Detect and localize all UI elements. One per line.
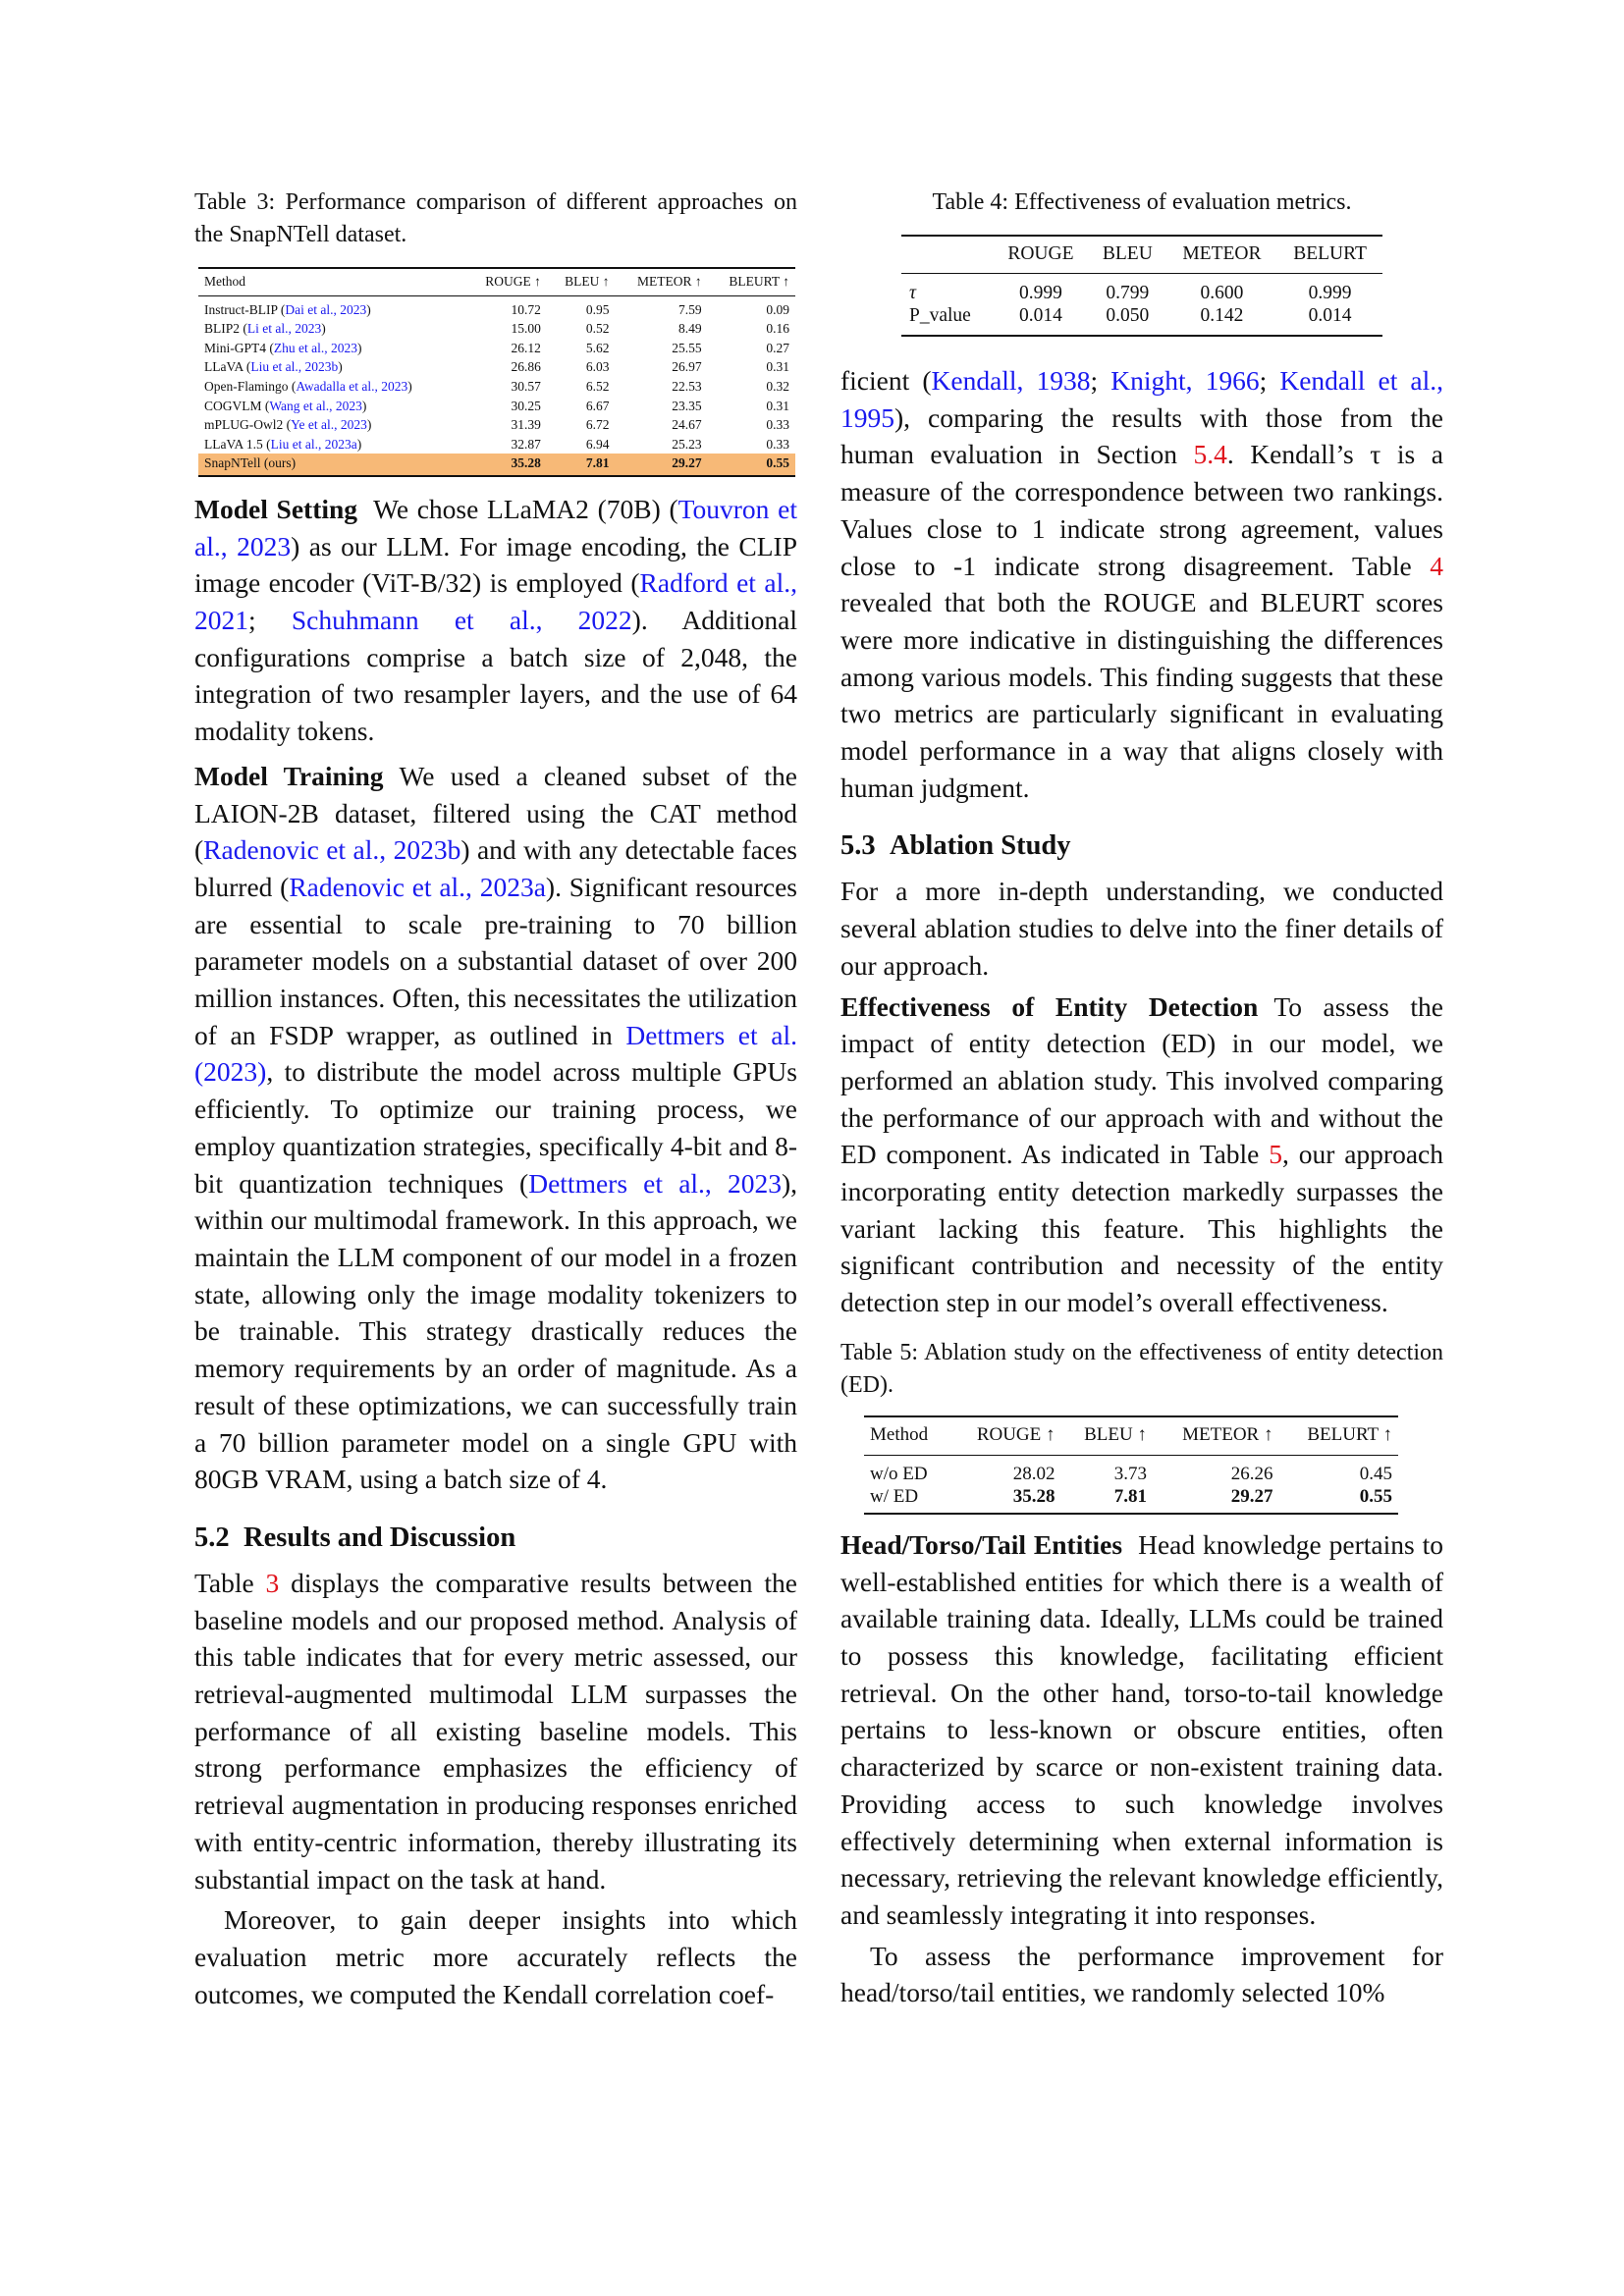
model-setting-paragraph: Model Setting We chose LLaMA2 (70B) (Touvron et al., 2023) as our LLM. For image encoding, the CLIP image encoder (ViT-B/32) is employed (Radford et al., 2021; Schuhmann et al., 2022). Additional configurations comprise a batch size of 2,048, the integration of two resampler layers, and the use of 64 modality tokens. [194, 493, 798, 747]
table4-header-row [901, 236, 1382, 274]
citation-link[interactable]: Kendall, 1938 [931, 365, 1091, 396]
citation-link[interactable]: Awadalla et al., 2023 [296, 378, 408, 394]
metric-value: 6.94 [585, 436, 610, 452]
metric-value: 30.57 [511, 378, 541, 394]
table5-header: BLEU ↑ [1061, 1416, 1153, 1456]
table-row [198, 454, 795, 476]
table5-header-row [864, 1416, 1398, 1456]
metric-value: 30.25 [511, 398, 541, 413]
citation-link[interactable]: Ye et al., 2023 [291, 417, 367, 433]
metric-value: 0.31 [766, 359, 789, 375]
metric-value: 26.86 [511, 359, 541, 375]
metric-value: 0.55 [708, 454, 795, 476]
table4-header: ROUGE [993, 236, 1089, 274]
table3-header: BLEU ↑ [547, 268, 616, 295]
citation-link[interactable]: Wang et al., 2023 [269, 398, 362, 413]
table-row: mPLUG-Owl2 (Ye et al., 2023) 31.39 6.72 24.67 0.33 [198, 415, 795, 435]
citation-link[interactable]: Liu et al., 2023a [270, 436, 357, 452]
left-column [194, 187, 797, 2012]
table3-header: ROUGE ↑ [465, 268, 547, 295]
metric-value: 0.52 [585, 321, 610, 337]
method-name: BLIP2 [204, 321, 241, 337]
head-torso-tail-paragraph: Head/Torso/Tail Entities Head knowledge pertains to well-established entities for which there is a wealth of available training data. Ideally, LLMs could be trained to possess this knowledge, facilitating efficient retrieval. On the other hand, torso-to-tail knowledge pertains to less-known or obscure entities, often characterized by scarce or non-existent training data. Providing access to such knowledge involves effectively determining when external information is necessary, retrieving the relevant knowledge efficiently, and seamlessly integrating it into responses. [840, 1528, 1443, 1930]
table4 [901, 235, 1382, 337]
section-heading-5-2: 5.2 Results and Discussion [194, 1522, 516, 1553]
metric-value: 25.23 [672, 436, 702, 452]
table-row: BLIP2 (Li et al., 2023) 15.00 0.52 8.49 0.16 [198, 319, 795, 339]
method-name: Open-Flamingo [204, 378, 289, 394]
citation-link[interactable]: Dettmers et al., 2023 [528, 1167, 782, 1199]
kendall-paragraph: ficient (Kendall, 1938; Knight, 1966; Kendall et al., 1995), comparing the results with those from the human evaluation in Section 5.4. Kendall’s τ is a measure of the correspondence between two rankings. Values close to 1 indicate strong agreement, values close to -1 indicate strong disagreement. Table 4 revealed that both the ROUGE and BLEURT scores were more indicative in distinguishing the differences among various models. This finding suggests that these two metrics are particularly significant in evaluating model performance in a way that aligns closely with human judgment. [840, 365, 1444, 803]
metric-value: 7.81 [547, 454, 616, 476]
metric-value: 6.52 [585, 378, 610, 394]
table3-header-row [198, 268, 795, 295]
model-training-paragraph: Model Training We used a cleaned subset of the LAION-2B dataset, filtered using the CAT method (Radenovic et al., 2023b) and with any detectable faces blurred (Radenovic et al., 2023a). Significant resources are essential to scale pre-training to 70 billion parameter models on a substantial dataset of over 200 million instances. Often, this necessitates the utilization of an FSDP wrapper, as outlined in Dettmers et al. (2023), to distribute the model across multiple GPUs efficiently. To optimize our training process, we employ quantization strategies, specifically 4-bit and 8-bit quantization techniques (Dettmers et al., 2023), within our multimodal framework. In this approach, we maintain the LLM component of our model in a frozen state, allowing only the image modality tokenizers to be trainable. This strategy drastically reduces the memory requirements by an order of magnitude. As a result of these optimizations, we can successfully train a 70 billion parameter model on a single GPU with 80GB VRAM, using a batch size of 4. [194, 760, 798, 1495]
table-row: Instruct-BLIP (Dai et al., 2023) 10.72 0.95 7.59 0.09 [198, 295, 795, 319]
table3-header: BLEURT ↑ [708, 268, 795, 295]
table5-header: BELURT ↑ [1278, 1416, 1398, 1456]
table3-caption: Table 3: Performance comparison of different approaches on the SnapNTell dataset. [194, 189, 797, 247]
metric-value: 7.59 [678, 301, 702, 317]
table-row: w/o ED 28.02 3.73 26.26 0.45 [870, 1463, 1392, 1484]
head-torso-tail-continuation: To assess the performance improvement for head/torso/tail entities, we randomly selected 10% [840, 1940, 1443, 2008]
table-row: w/ ED 35.28 7.81 29.27 0.55 [864, 1485, 1398, 1514]
table5-caption: Table 5: Ablation study on the effectiveness of entity detection (ED). [840, 1339, 1443, 1398]
method-name: Instruct-BLIP [204, 301, 278, 317]
table4-header: BLEU [1089, 236, 1166, 274]
citation-link[interactable]: Radford et al., 2021 [194, 567, 797, 636]
method-name: LLaVA [204, 359, 244, 375]
citation-link[interactable]: Radenovic et al., 2023a [289, 871, 546, 902]
table3-header: Method [198, 268, 465, 295]
table4-header: METEOR [1166, 236, 1277, 274]
table-row: COGVLM (Wang et al., 2023) 30.25 6.67 23.35 0.31 [198, 397, 795, 416]
metric-value: 8.49 [678, 321, 702, 337]
method-name: Mini-GPT4 [204, 340, 267, 355]
table3-header: METEOR ↑ [615, 268, 707, 295]
metric-value: 0.27 [766, 340, 789, 355]
metric-value: 15.00 [511, 321, 541, 337]
citation-link[interactable]: Liu et al., 2023b [250, 359, 339, 375]
metric-value: 32.87 [511, 436, 541, 452]
metric-value: 0.33 [766, 417, 789, 433]
table-ref-link[interactable]: 4 [1430, 550, 1443, 581]
citation-link[interactable]: Li et al., 2023 [246, 321, 322, 337]
ablation-intro-paragraph: For a more in-depth understanding, we conducted several ablation studies to delve into the finer details of our approach. [840, 876, 1443, 981]
metric-value: 0.09 [766, 301, 789, 317]
entity-detection-heading: Effectiveness of Entity Detection [840, 990, 1259, 1022]
metric-value: 0.16 [766, 321, 789, 337]
metric-value: 26.97 [672, 359, 702, 375]
table4-caption: Table 4: Effectiveness of evaluation metrics. [932, 189, 1352, 215]
method-name: SnapNTell (ours) [204, 455, 297, 471]
metric-value: 23.35 [672, 398, 702, 413]
metric-value: 25.55 [672, 340, 702, 355]
table4-header [901, 236, 993, 274]
table-row: Open-Flamingo (Awadalla et al., 2023) 30.57 6.52 22.53 0.32 [198, 377, 795, 397]
citation-link[interactable]: Knight, 1966 [1110, 365, 1260, 396]
metric-value: 29.27 [615, 454, 707, 476]
metric-value: 5.62 [585, 340, 610, 355]
citation-link[interactable]: Kendall et al., 1995 [840, 365, 1444, 433]
table-row: LLaVA 1.5 (Liu et al., 2023a) 32.87 6.94 25.23 0.33 [198, 435, 795, 454]
metric-value: 0.33 [766, 436, 789, 452]
metric-value: 31.39 [511, 417, 541, 433]
metric-value: 6.67 [585, 398, 610, 413]
table-row: LLaVA (Liu et al., 2023b) 26.86 6.03 26.97 0.31 [198, 357, 795, 377]
citation-link[interactable]: Zhu et al., 2023 [273, 340, 357, 355]
metric-value: 24.67 [672, 417, 702, 433]
citation-link[interactable]: Radenovic et al., 2023b [203, 834, 461, 866]
model-setting-heading: Model Setting [194, 493, 358, 524]
metric-value: 6.72 [585, 417, 610, 433]
table3 [198, 267, 795, 477]
table5 [864, 1415, 1398, 1515]
results-paragraph: Table 3 displays the comparative results between the baseline models and our proposed method. Analysis of this table indicates that for every metric assessed, our retrieval-augmented multimodal LLM surpasses the performance of all existing baseline models. This strong performance emphasizes the efficiency of retrieval augmentation in producing responses enriched with entity-centric information, thereby illustrating its substantial impact on the task at hand. [194, 1567, 797, 1895]
metric-value: 6.03 [585, 359, 610, 375]
method-name: LLaVA 1.5 [204, 436, 263, 452]
metric-value: 0.32 [766, 378, 789, 394]
table-row: Mini-GPT4 (Zhu et al., 2023) 26.12 5.62 25.55 0.27 [198, 339, 795, 358]
metric-value: 0.95 [585, 301, 610, 317]
head-torso-tail-heading: Head/Torso/Tail Entities [840, 1528, 1123, 1560]
kendall-intro-paragraph: Moreover, to gain deeper insights into which evaluation metric more accurately reflects the outcomes, we computed the Kendall correlation coef- [194, 1904, 797, 2009]
table5-header: ROUGE ↑ [950, 1416, 1061, 1456]
citation-link[interactable]: Schuhmann et al., 2022 [291, 605, 632, 636]
model-training-heading: Model Training [194, 760, 384, 791]
metric-value: 35.28 [465, 454, 547, 476]
metric-value: 10.72 [511, 301, 541, 317]
table5-header: Method [864, 1416, 950, 1456]
method-name: COGVLM [204, 398, 262, 413]
metric-value: 26.12 [511, 340, 541, 355]
table5-header: METEOR ↑ [1153, 1416, 1279, 1456]
table-ref-link[interactable]: 5 [1269, 1139, 1282, 1170]
citation-link[interactable]: Dettmers et al. (2023) [194, 1019, 797, 1088]
section-ref-link[interactable]: 5.4 [1193, 439, 1227, 470]
right-column [840, 187, 1443, 2011]
method-name: mPLUG-Owl2 [204, 417, 284, 433]
table-ref-link[interactable]: 3 [265, 1567, 280, 1598]
metric-value: 0.31 [766, 398, 789, 413]
table4-header: BELURT [1277, 236, 1382, 274]
metric-value: 22.53 [672, 378, 702, 394]
section-heading-5-3: 5.3 Ablation Study [840, 830, 1071, 862]
citation-link[interactable]: Touvron et al., 2023 [194, 493, 797, 561]
citation-link[interactable]: Dai et al., 2023 [285, 301, 367, 317]
table-row: τ 0.999 0.799 0.600 0.999 [909, 283, 1352, 303]
entity-detection-paragraph: Effectiveness of Entity Detection To assess the impact of entity detection (ED) in our model, we performed an ablation study. This involved comparing the performance of our approach with and without the ED component. As indicated in Table 5, our approach incorporating entity detection markedly surpasses the variant lacking this feature. This highlights the significant contribution and necessity of the entity detection step in our model’s overall effectiveness. [840, 990, 1443, 1318]
table-row: P_value 0.014 0.050 0.142 0.014 [901, 304, 1382, 336]
